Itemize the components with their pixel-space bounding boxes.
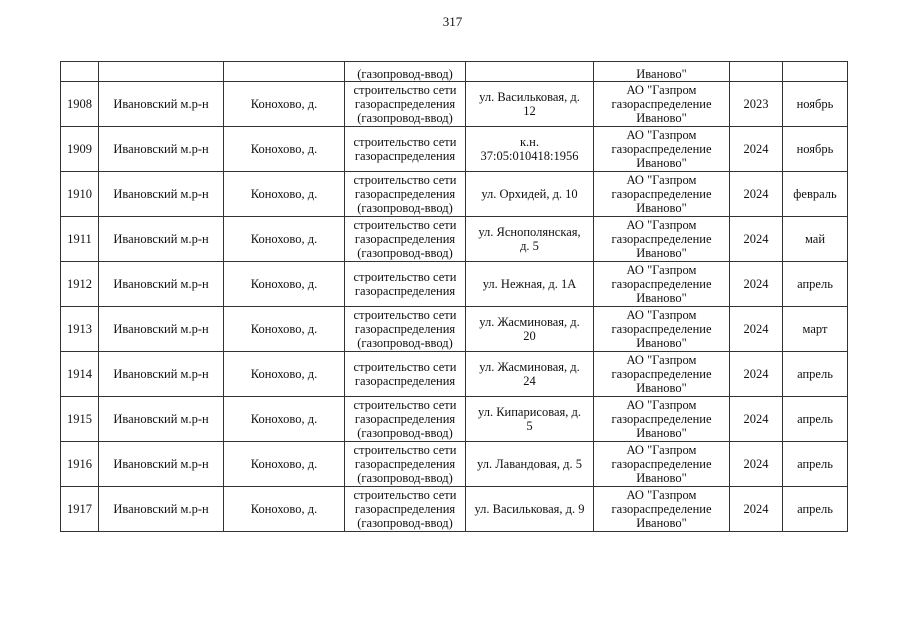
cell-month: апрель bbox=[783, 397, 848, 442]
cell-work-line: газораспределения bbox=[354, 149, 456, 163]
cell-work-line: газораспределения bbox=[354, 97, 456, 111]
cell-org-line: АО "Газпром bbox=[626, 308, 697, 322]
cell-org-line: АО "Газпром bbox=[626, 488, 697, 502]
cell-year: 2024 bbox=[730, 442, 783, 487]
cell-address bbox=[466, 82, 594, 127]
cell-district bbox=[99, 62, 224, 82]
cell-org-line: АО "Газпром bbox=[626, 263, 697, 277]
cell-address bbox=[466, 172, 594, 217]
cell-work bbox=[345, 262, 466, 307]
cell-num: 1909 bbox=[61, 127, 99, 172]
cell-work bbox=[345, 442, 466, 487]
cell-work bbox=[345, 397, 466, 442]
cell-org-line: газораспределение bbox=[611, 142, 712, 156]
cell-address-line: д. 5 bbox=[520, 239, 539, 253]
cell-address-line: 5 bbox=[526, 419, 533, 433]
cell-address-line: 24 bbox=[523, 374, 536, 388]
cell-work-line: строительство сети bbox=[353, 443, 457, 457]
cell-year: 2024 bbox=[730, 352, 783, 397]
cell-work-line: (газопровод-ввод) bbox=[357, 111, 453, 125]
cell-work-line: газораспределения bbox=[354, 412, 456, 426]
cell-org bbox=[594, 217, 730, 262]
cell-work bbox=[345, 82, 466, 127]
cell-locality: Конохово, д. bbox=[224, 307, 345, 352]
cell-district: Ивановский м.р-н bbox=[99, 397, 224, 442]
table-body bbox=[61, 62, 848, 532]
cell-org-line: газораспределение bbox=[611, 322, 712, 336]
cell-org-line: газораспределение bbox=[611, 412, 712, 426]
cell-year: 2024 bbox=[730, 262, 783, 307]
cell-num: 1912 bbox=[61, 262, 99, 307]
cell-work-line: (газопровод-ввод) bbox=[357, 471, 453, 485]
cell-locality: Конохово, д. bbox=[224, 352, 345, 397]
cell-locality: Конохово, д. bbox=[224, 442, 345, 487]
cell-num: 1916 bbox=[61, 442, 99, 487]
cell-address-line: ул. Нежная, д. 1А bbox=[482, 277, 577, 291]
cell-org bbox=[594, 307, 730, 352]
cell-org-line: АО "Газпром bbox=[626, 353, 697, 367]
table-row bbox=[61, 127, 848, 172]
cell-work-line: строительство сети bbox=[353, 398, 457, 412]
cell-address bbox=[466, 442, 594, 487]
cell-org-line: газораспределение bbox=[611, 277, 712, 291]
cell-locality: Конохово, д. bbox=[224, 172, 345, 217]
cell-month: ноябрь bbox=[783, 127, 848, 172]
table-row bbox=[61, 487, 848, 532]
cell-org: Иваново" bbox=[594, 62, 730, 82]
cell-address bbox=[466, 397, 594, 442]
cell-locality bbox=[224, 62, 345, 82]
cell-year: 2024 bbox=[730, 397, 783, 442]
cell-address bbox=[466, 487, 594, 532]
table-row bbox=[61, 352, 848, 397]
cell-org bbox=[594, 82, 730, 127]
cell-work bbox=[345, 217, 466, 262]
cell-work: (газопровод-ввод) bbox=[345, 62, 466, 82]
cell-address-line: ул. Васильковая, д. 9 bbox=[474, 502, 585, 516]
cell-work-line: газораспределения bbox=[354, 187, 456, 201]
cell-month bbox=[783, 62, 848, 82]
cell-work-line: газораспределения bbox=[354, 232, 456, 246]
cell-district: Ивановский м.р-н bbox=[99, 352, 224, 397]
cell-num: 1914 bbox=[61, 352, 99, 397]
cell-org-line: газораспределение bbox=[611, 457, 712, 471]
cell-district: Ивановский м.р-н bbox=[99, 217, 224, 262]
cell-locality: Конохово, д. bbox=[224, 82, 345, 127]
cell-work-line: строительство сети bbox=[353, 83, 457, 97]
cell-work-line: строительство сети bbox=[353, 173, 457, 187]
cell-work bbox=[345, 172, 466, 217]
cell-month: апрель bbox=[783, 487, 848, 532]
cell-work-line: строительство сети bbox=[353, 270, 457, 284]
cell-work bbox=[345, 307, 466, 352]
cell-org bbox=[594, 397, 730, 442]
cell-address bbox=[466, 307, 594, 352]
cell-address-line: ул. Васильковая, д. bbox=[479, 90, 580, 104]
cell-work-line: газораспределения bbox=[354, 502, 456, 516]
cell-work-line: газораспределения bbox=[354, 457, 456, 471]
cell-district: Ивановский м.р-н bbox=[99, 82, 224, 127]
cell-address-line: ул. Лавандовая, д. 5 bbox=[477, 457, 582, 471]
cell-num: 1917 bbox=[61, 487, 99, 532]
cell-org-line: Иваново" bbox=[636, 471, 687, 485]
cell-num: 1911 bbox=[61, 217, 99, 262]
cell-work-line: (газопровод-ввод) bbox=[357, 246, 453, 260]
cell-district: Ивановский м.р-н bbox=[99, 307, 224, 352]
cell-org bbox=[594, 127, 730, 172]
cell-work-line: строительство сети bbox=[353, 308, 457, 322]
cell-org-line: АО "Газпром bbox=[626, 83, 697, 97]
cell-work-line: (газопровод-ввод) bbox=[357, 426, 453, 440]
cell-work-line: газораспределения bbox=[354, 374, 456, 388]
page-number: 317 bbox=[442, 14, 463, 29]
cell-district: Ивановский м.р-н bbox=[99, 442, 224, 487]
cell-month: февраль bbox=[783, 172, 848, 217]
cell-locality: Конохово, д. bbox=[224, 127, 345, 172]
cell-num: 1910 bbox=[61, 172, 99, 217]
cell-org-line: Иваново" bbox=[636, 291, 687, 305]
cell-year: 2024 bbox=[730, 127, 783, 172]
cell-org-line: АО "Газпром bbox=[626, 443, 697, 457]
cell-org-line: Иваново" bbox=[636, 201, 687, 215]
cell-month: март bbox=[783, 307, 848, 352]
cell-work bbox=[345, 127, 466, 172]
cell-month: апрель bbox=[783, 442, 848, 487]
cell-org-line: газораспределение bbox=[611, 187, 712, 201]
cell-district: Ивановский м.р-н bbox=[99, 172, 224, 217]
table-row bbox=[61, 172, 848, 217]
cell-org-line: Иваново" bbox=[636, 336, 687, 350]
cell-locality: Конохово, д. bbox=[224, 262, 345, 307]
cell-work-line: газораспределения bbox=[354, 322, 456, 336]
cell-year: 2024 bbox=[730, 307, 783, 352]
table-row bbox=[61, 397, 848, 442]
continuation-row bbox=[61, 62, 848, 82]
cell-locality: Конохово, д. bbox=[224, 217, 345, 262]
cell-month: апрель bbox=[783, 262, 848, 307]
cell-month: ноябрь bbox=[783, 82, 848, 127]
cell-address-line: 37:05:010418:1956 bbox=[480, 149, 579, 163]
cell-org-line: АО "Газпром bbox=[626, 398, 697, 412]
cell-org-line: АО "Газпром bbox=[626, 173, 697, 187]
cell-work bbox=[345, 352, 466, 397]
cell-district: Ивановский м.р-н bbox=[99, 127, 224, 172]
cell-num bbox=[61, 62, 99, 82]
cell-num: 1915 bbox=[61, 397, 99, 442]
cell-work-line: (газопровод-ввод) bbox=[357, 516, 453, 530]
cell-address-line: 12 bbox=[523, 104, 536, 118]
cell-work-line: строительство сети bbox=[353, 360, 457, 374]
table-row bbox=[61, 307, 848, 352]
cell-org-line: газораспределение bbox=[611, 502, 712, 516]
table-row bbox=[61, 262, 848, 307]
cell-address bbox=[466, 352, 594, 397]
cell-address-line: ул. Жасминовая, д. bbox=[479, 315, 580, 329]
cell-month: май bbox=[783, 217, 848, 262]
cell-org-line: газораспределение bbox=[611, 232, 712, 246]
cell-org-line: АО "Газпром bbox=[626, 218, 697, 232]
cell-address bbox=[466, 217, 594, 262]
gasification-table bbox=[60, 61, 848, 532]
cell-org bbox=[594, 487, 730, 532]
cell-org-line: Иваново" bbox=[636, 246, 687, 260]
cell-org-line: Иваново" bbox=[636, 516, 687, 530]
cell-address-line: ул. Кипарисовая, д. bbox=[478, 405, 581, 419]
cell-year: 2024 bbox=[730, 172, 783, 217]
cell-org bbox=[594, 352, 730, 397]
cell-address-line: 20 bbox=[523, 329, 536, 343]
cell-year: 2024 bbox=[730, 217, 783, 262]
cell-org bbox=[594, 442, 730, 487]
cell-address-line: ул. Орхидей, д. 10 bbox=[481, 187, 578, 201]
cell-district: Ивановский м.р-н bbox=[99, 487, 224, 532]
cell-org bbox=[594, 172, 730, 217]
cell-address-line: ул. Жасминовая, д. bbox=[479, 360, 580, 374]
cell-work-line: газораспределения bbox=[354, 284, 456, 298]
cell-address bbox=[466, 262, 594, 307]
cell-address bbox=[466, 62, 594, 82]
cell-month: апрель bbox=[783, 352, 848, 397]
cell-work-line: (газопровод-ввод) bbox=[357, 336, 453, 350]
cell-num: 1913 bbox=[61, 307, 99, 352]
cell-year bbox=[730, 62, 783, 82]
cell-org-line: АО "Газпром bbox=[626, 128, 697, 142]
cell-org bbox=[594, 262, 730, 307]
table-row bbox=[61, 82, 848, 127]
cell-org-line: Иваново" bbox=[636, 426, 687, 440]
cell-org-line: газораспределение bbox=[611, 97, 712, 111]
cell-address-line: к.н. bbox=[519, 135, 539, 149]
cell-district: Ивановский м.р-н bbox=[99, 262, 224, 307]
cell-year: 2023 bbox=[730, 82, 783, 127]
cell-address bbox=[466, 127, 594, 172]
cell-work-line: строительство сети bbox=[353, 135, 457, 149]
cell-org-line: газораспределение bbox=[611, 367, 712, 381]
cell-address-line: ул. Яснополянская, bbox=[478, 225, 581, 239]
cell-work-line: (газопровод-ввод) bbox=[357, 201, 453, 215]
cell-num: 1908 bbox=[61, 82, 99, 127]
cell-locality: Конохово, д. bbox=[224, 487, 345, 532]
cell-year: 2024 bbox=[730, 487, 783, 532]
cell-locality: Конохово, д. bbox=[224, 397, 345, 442]
cell-work-line: строительство сети bbox=[353, 488, 457, 502]
cell-org-line: Иваново" bbox=[636, 111, 687, 125]
cell-org-line: Иваново" bbox=[636, 381, 687, 395]
cell-org-line: Иваново" bbox=[636, 156, 687, 170]
table-row bbox=[61, 442, 848, 487]
table-row bbox=[61, 217, 848, 262]
cell-work-line: строительство сети bbox=[353, 218, 457, 232]
cell-work bbox=[345, 487, 466, 532]
